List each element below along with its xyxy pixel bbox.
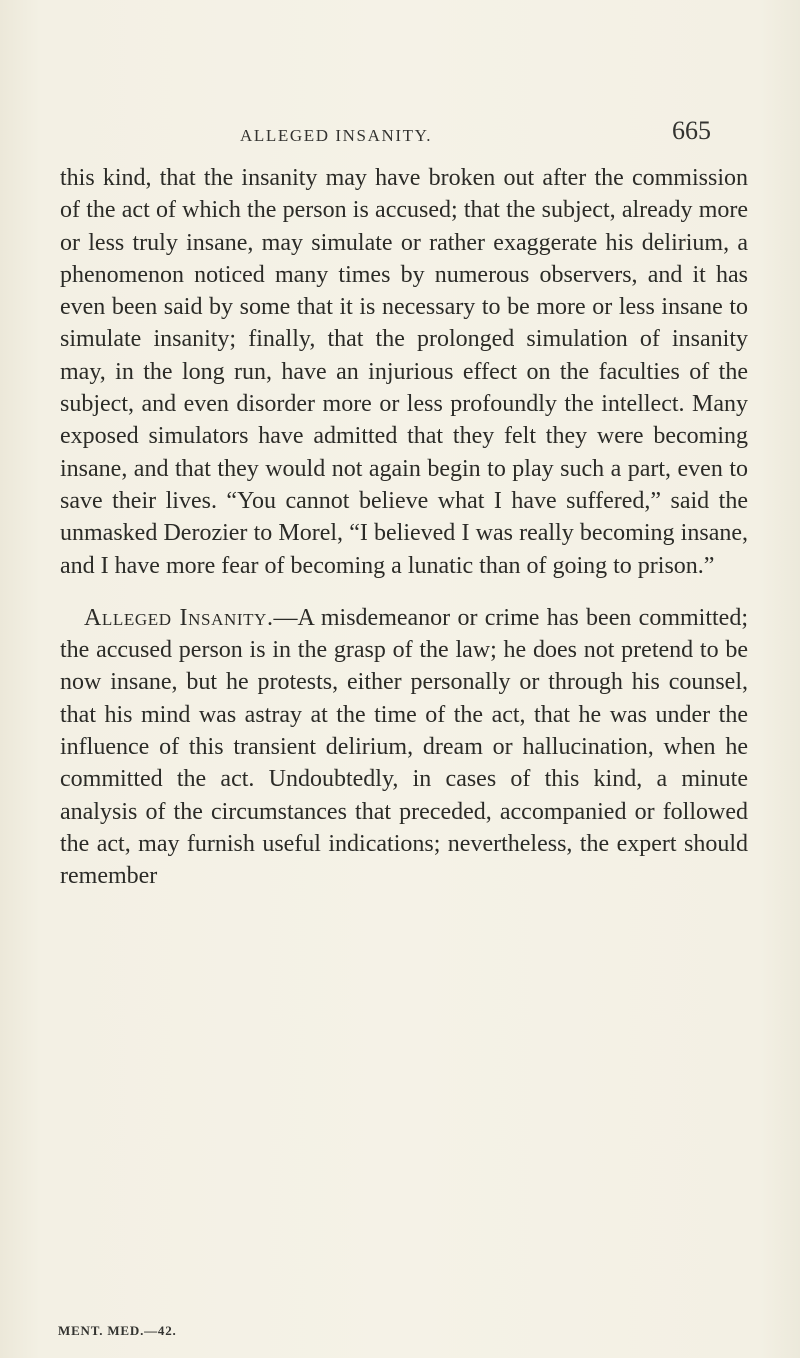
running-title: ALLEGED INSANITY.: [240, 126, 433, 145]
footer-signature: MENT. MED.—42.: [58, 1323, 177, 1338]
page-header: [0, 112, 800, 152]
page-number: 665: [672, 116, 711, 145]
section-text: —A misdemeanor or crime has been committed; the accused person is in the grasp of the law; he does not pretend to be now insane, but he protests, either personally or through his counsel, that his mind was astray at the time of the act, that he was under the influence of this transient delirium, dream or hallucination, when he committed the act. Undoubtedly, in cases of this kind, a minute analysis of the circumstances that preceded, accompanied or followed the act, may furnish useful indications; nevertheless, the expert should remember: [60, 604, 748, 890]
body-text: [60, 162, 748, 893]
paragraph: this kind, that the insanity may have broken out after the commission of the act of which the person is accused; that the subject, already more or less truly insane, may simulate or rather exaggerate his delirium, a phenomenon noticed many times by numerous observers, and it has even been said by some that it is necessary to be more or less insane to simulate insanity; finally, that the prolonged simulation of insanity may, in the long run, have an injurious effect on the faculties of the subject, and even disorder more or less profoundly the intellect. Many exposed simulators have admitted that they felt they were becoming insane, and that they would not again begin to play such a part, even to save their lives. “You cannot believe what I have suffered,” said the unmasked Derozier to Morel, “I believed I was really becoming insane, and I have more fear of becoming a lunatic than of going to prison.”: [60, 165, 748, 579]
section-paragraph: [60, 602, 748, 893]
section-heading: Alleged Insanity.: [84, 604, 274, 631]
